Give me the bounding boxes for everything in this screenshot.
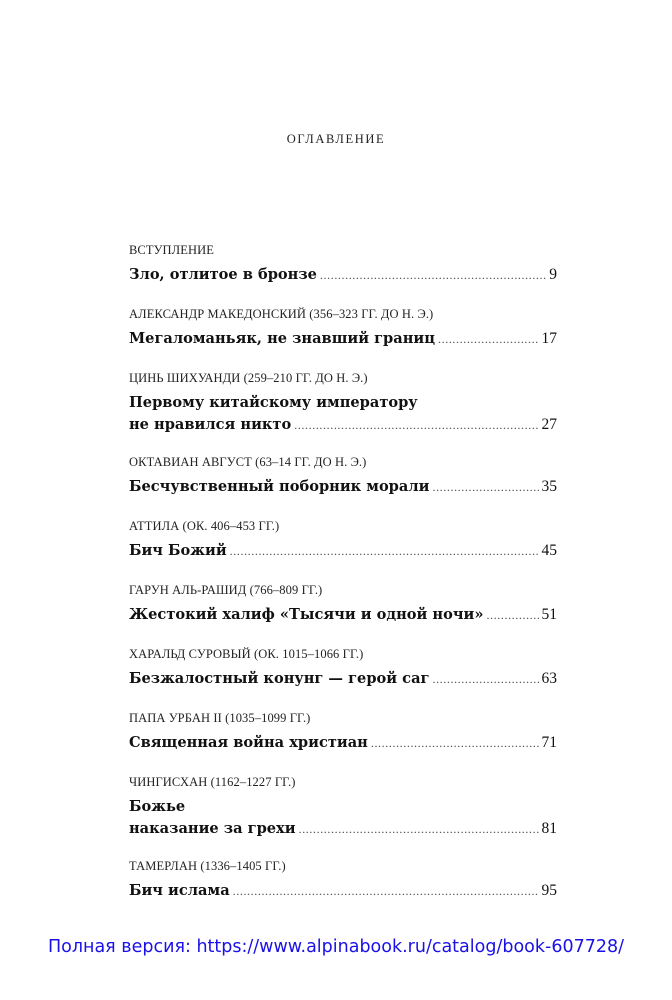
- entry-title-row: [129, 880, 557, 902]
- entry-subtitle: АТТИЛА (ОК. 406–453 ГГ.): [129, 519, 280, 533]
- dot-leader: [230, 540, 539, 562]
- entry-title-row: [129, 732, 557, 754]
- entry-title-line1: Божье: [129, 798, 186, 815]
- entry-title-row: [129, 604, 557, 626]
- full-version-link[interactable]: Полная версия: https://www.alpinabook.ru/catalog/book-607728/: [47, 937, 625, 957]
- dot-leader: [432, 476, 538, 498]
- toc-entry-genghis-khan[interactable]: [129, 774, 557, 858]
- dot-leader: [486, 604, 538, 626]
- toc-entry-attila[interactable]: [129, 518, 557, 582]
- entry-title: наказание за грехи: [129, 820, 296, 837]
- entry-title-row: [129, 476, 557, 498]
- toc-entry-octavian[interactable]: [129, 454, 557, 518]
- entry-page-number: 45: [541, 542, 557, 559]
- entry-title-row: [129, 668, 557, 690]
- entry-subtitle: АЛЕКСАНДР МАКЕДОНСКИЙ (356–323 ГГ. ДО Н. Э.): [129, 307, 434, 321]
- entry-page-number: 81: [541, 820, 557, 837]
- entry-subtitle: ЦИНЬ ШИХУАНДИ (259–210 ГГ. ДО Н. Э.): [129, 371, 368, 385]
- dot-leader: [299, 818, 539, 840]
- entry-title: Мегаломаньяк, не знавший границ: [129, 330, 436, 347]
- entry-title-line1: Первому китайскому императору: [129, 394, 418, 411]
- entry-page-number: 35: [541, 478, 557, 495]
- entry-title-row: [129, 328, 557, 350]
- toc-entry-harun-al-rashid[interactable]: [129, 582, 557, 646]
- dot-leader: [320, 264, 546, 286]
- entry-title-row: [129, 414, 557, 436]
- toc-heading: ОГЛАВЛЕНИЕ: [286, 132, 386, 146]
- entry-title-row: [129, 540, 557, 562]
- table-of-contents: [129, 242, 557, 922]
- entry-title-row: [129, 818, 557, 840]
- toc-entry-alexander[interactable]: [129, 306, 557, 370]
- entry-page-number: 51: [541, 606, 557, 623]
- entry-title: Безжалостный конунг — герой саг: [129, 670, 430, 687]
- entry-page-number: 9: [549, 266, 557, 283]
- entry-page-number: 63: [541, 670, 557, 687]
- entry-subtitle: ЧИНГИСХАН (1162–1227 ГГ.): [129, 775, 296, 789]
- toc-entry-urban-ii[interactable]: [129, 710, 557, 774]
- dot-leader: [371, 732, 539, 754]
- entry-subtitle: ХАРАЛЬД СУРОВЫЙ (ОК. 1015–1066 ГГ.): [129, 647, 364, 661]
- entry-title: Зло, отлитое в бронзе: [129, 266, 317, 283]
- entry-title: Бесчувственный поборник морали: [129, 478, 430, 495]
- entry-title: не нравился никто: [129, 416, 292, 433]
- dot-leader: [233, 880, 539, 902]
- entry-title: Жестокий халиф «Тысячи и одной ночи»: [129, 606, 484, 623]
- entry-subtitle: ВСТУПЛЕНИЕ: [129, 243, 214, 257]
- toc-entry-harald[interactable]: [129, 646, 557, 710]
- entry-subtitle: ПАПА УРБАН II (1035–1099 ГГ.): [129, 711, 311, 725]
- entry-page-number: 95: [541, 882, 557, 899]
- toc-entry-qin-shi-huang[interactable]: [129, 370, 557, 454]
- entry-title: Бич Божий: [129, 542, 227, 559]
- entry-subtitle: ГАРУН АЛЬ-РАШИД (766–809 ГГ.): [129, 583, 323, 597]
- dot-leader: [438, 328, 538, 350]
- entry-title: Священная война христиан: [129, 734, 368, 751]
- toc-entry-tamerlane[interactable]: [129, 858, 557, 922]
- entry-page-number: 17: [541, 330, 557, 347]
- entry-title: Бич ислама: [129, 882, 230, 899]
- dot-leader: [432, 668, 538, 690]
- entry-subtitle: ТАМЕРЛАН (1336–1405 ГГ.): [129, 859, 286, 873]
- entry-page-number: 27: [541, 416, 557, 433]
- entry-title-row: [129, 264, 557, 286]
- entry-page-number: 71: [541, 734, 557, 751]
- entry-subtitle: ОКТАВИАН АВГУСТ (63–14 ГГ. ДО Н. Э.): [129, 455, 367, 469]
- dot-leader: [294, 414, 538, 436]
- toc-entry-introduction[interactable]: [129, 242, 557, 306]
